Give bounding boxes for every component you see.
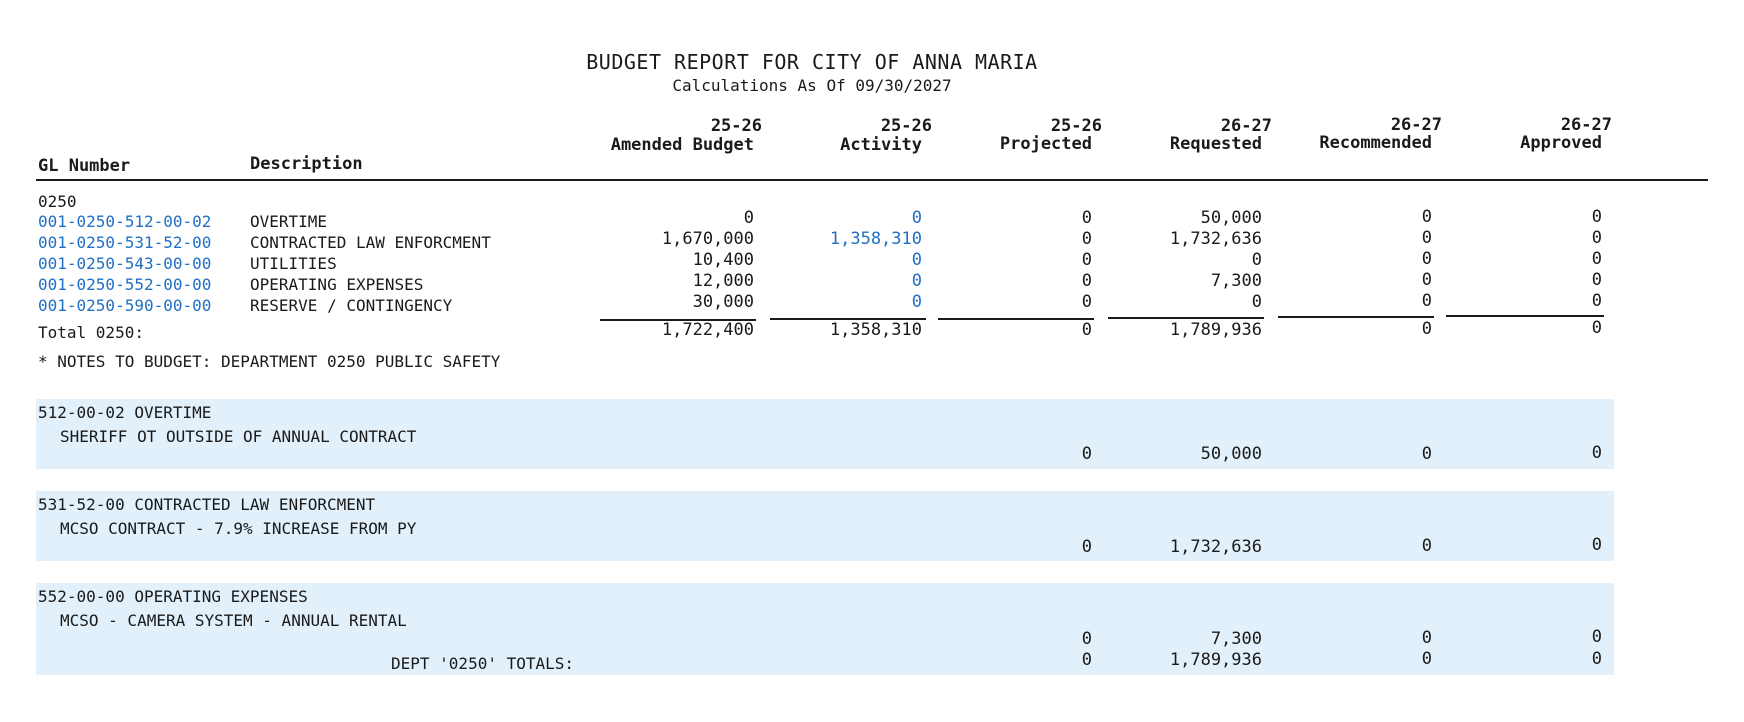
header-c6-name: Approved: [1520, 133, 1602, 153]
department-code: 0250: [38, 192, 77, 211]
note-detail: MCSO - CAMERA SYSTEM - ANNUAL RENTAL: [60, 611, 407, 630]
header-c4-year: 26-27: [1220, 116, 1272, 136]
report-subtitle: Calculations As Of 09/30/2027: [672, 76, 952, 95]
total-label: Total 0250:: [38, 323, 144, 342]
gl-link[interactable]: 001-0250-531-52-00: [38, 233, 212, 252]
header-c4-name: Requested: [1169, 134, 1262, 154]
recommended-value: 0: [1421, 228, 1432, 248]
total-underline-recommended: [1278, 316, 1434, 318]
note-recommended-value: 0: [1421, 628, 1432, 648]
activity-link[interactable]: 0: [911, 292, 922, 312]
header-divider: [36, 179, 1708, 181]
note-projected-value: 0: [1081, 629, 1092, 649]
header-c2-name: Activity: [840, 135, 922, 155]
header-c5-year: 26-27: [1390, 115, 1442, 135]
activity-link[interactable]: 0: [911, 208, 922, 228]
header-c3-name: Projected: [999, 134, 1092, 154]
amended-budget-value: 10,400: [692, 250, 754, 270]
gl-link[interactable]: 001-0250-543-00-00: [38, 254, 212, 273]
total-activity: 1,358,310: [829, 320, 922, 340]
gl-link[interactable]: 001-0250-512-00-02: [38, 212, 212, 231]
total-underline-requested: [1108, 317, 1264, 319]
recommended-value: 0: [1421, 249, 1432, 269]
approved-value: 0: [1591, 228, 1602, 248]
note-recommended-value: 0: [1421, 536, 1432, 556]
note-detail: SHERIFF OT OUTSIDE OF ANNUAL CONTRACT: [60, 427, 417, 446]
projected-value: 0: [1081, 208, 1092, 228]
total-amended-budget: 1,722,400: [661, 320, 754, 340]
note-projected-value: 0: [1081, 444, 1092, 464]
activity-link[interactable]: 0: [911, 271, 922, 291]
approved-value: 0: [1591, 270, 1602, 290]
dept-totals-requested: 1,789,936: [1169, 650, 1262, 670]
row-description: UTILITIES: [250, 254, 337, 273]
total-requested: 1,789,936: [1169, 320, 1262, 340]
gl-link[interactable]: 001-0250-590-00-00: [38, 296, 212, 315]
requested-value: 1,732,636: [1169, 229, 1262, 249]
approved-value: 0: [1591, 207, 1602, 227]
activity-link[interactable]: 0: [911, 250, 922, 270]
note-requested-value: 7,300: [1210, 629, 1262, 649]
approved-value: 0: [1591, 291, 1602, 311]
projected-value: 0: [1081, 229, 1092, 249]
header-description: Description: [250, 154, 363, 174]
row-description: OVERTIME: [250, 212, 328, 231]
total-projected: 0: [1081, 320, 1092, 340]
projected-value: 0: [1081, 250, 1092, 270]
gl-link[interactable]: 001-0250-552-00-00: [38, 275, 212, 294]
header-c5-name: Recommended: [1319, 133, 1432, 153]
note-requested-value: 1,732,636: [1169, 537, 1262, 557]
total-recommended: 0: [1421, 319, 1432, 339]
notes-heading: * NOTES TO BUDGET: DEPARTMENT 0250 PUBLIC SAFETY: [38, 352, 501, 371]
recommended-value: 0: [1421, 291, 1432, 311]
projected-value: 0: [1081, 271, 1092, 291]
projected-value: 0: [1081, 292, 1092, 312]
header-c2-year: 25-26: [880, 116, 932, 136]
requested-value: 0: [1251, 292, 1262, 312]
row-description: RESERVE / CONTINGENCY: [250, 296, 453, 315]
note-title: 531-52-00 CONTRACTED LAW ENFORCMENT: [38, 495, 376, 514]
amended-budget-value: 30,000: [692, 292, 754, 312]
header-c1-name: Amended Budget: [610, 135, 754, 155]
dept-totals-label: DEPT '0250' TOTALS:: [391, 654, 575, 673]
row-description: CONTRACTED LAW ENFORCMENT: [250, 233, 491, 252]
recommended-value: 0: [1421, 207, 1432, 227]
requested-value: 0: [1251, 250, 1262, 270]
requested-value: 7,300: [1210, 271, 1262, 291]
activity-link[interactable]: 1,358,310: [829, 229, 922, 249]
note-title: 552-00-00 OPERATING EXPENSES: [38, 587, 308, 606]
row-description: OPERATING EXPENSES: [250, 275, 424, 294]
note-recommended-value: 0: [1421, 444, 1432, 464]
recommended-value: 0: [1421, 270, 1432, 290]
dept-totals-approved: 0: [1591, 649, 1602, 669]
approved-value: 0: [1591, 249, 1602, 269]
amended-budget-value: 0: [743, 208, 754, 228]
amended-budget-value: 12,000: [692, 271, 754, 291]
header-c6-year: 26-27: [1560, 115, 1612, 135]
dept-totals-projected: 0: [1081, 650, 1092, 670]
header-gl-number: GL Number: [38, 156, 131, 176]
report-title: BUDGET REPORT FOR CITY OF ANNA MARIA: [586, 50, 1038, 74]
header-c3-year: 25-26: [1050, 116, 1102, 136]
total-underline-approved: [1446, 315, 1604, 317]
note-projected-value: 0: [1081, 537, 1092, 557]
dept-totals-recommended: 0: [1421, 649, 1432, 669]
note-approved-value: 0: [1591, 535, 1602, 555]
requested-value: 50,000: [1200, 208, 1262, 228]
note-approved-value: 0: [1591, 443, 1602, 463]
header-c1-year: 25-26: [710, 116, 762, 136]
amended-budget-value: 1,670,000: [661, 229, 754, 249]
note-title: 512-00-02 OVERTIME: [38, 403, 212, 422]
note-requested-value: 50,000: [1200, 444, 1262, 464]
note-detail: MCSO CONTRACT - 7.9% INCREASE FROM PY: [60, 519, 417, 538]
total-approved: 0: [1591, 318, 1602, 338]
note-approved-value: 0: [1591, 627, 1602, 647]
